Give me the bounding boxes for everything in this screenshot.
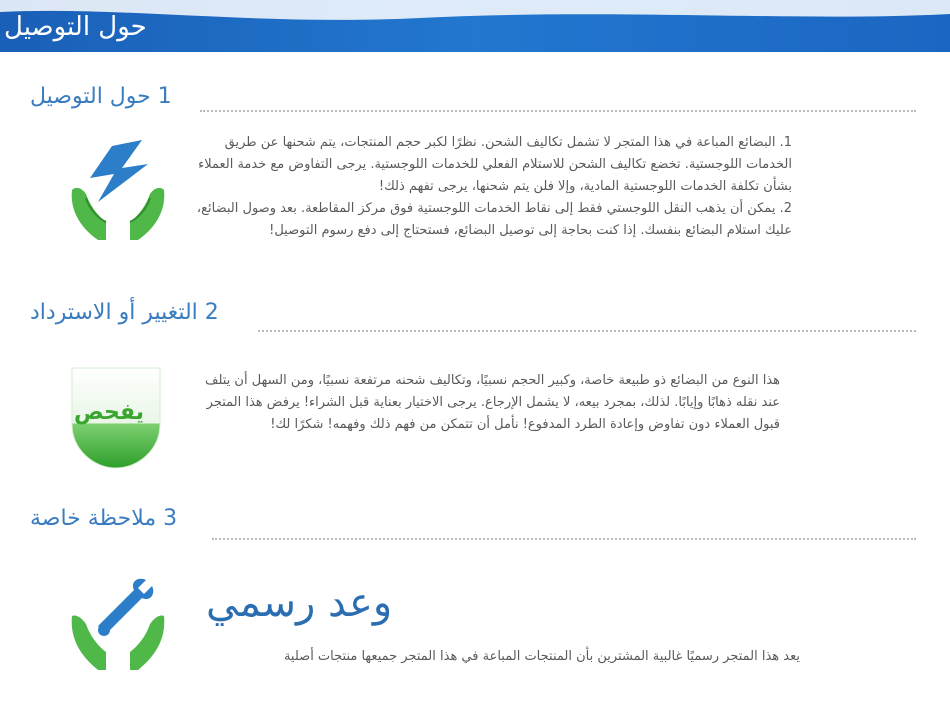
section-heading-exchange: 2 التغيير أو الاسترداد (30, 300, 219, 325)
section-divider (258, 330, 916, 332)
section-divider (212, 538, 916, 540)
shipping-hands-icon (68, 138, 168, 252)
exchange-text (186, 370, 780, 436)
inspect-icon-label: يفحص (74, 400, 144, 425)
section-heading-note: 3 ملاحظة خاصة (30, 506, 178, 531)
inspect-badge-icon (68, 364, 168, 476)
section-divider (200, 110, 916, 112)
header-banner (0, 0, 950, 60)
exchange-paragraph: هذا النوع من البضائع ذو طبيعة خاصة، وكبير الحجم نسبيًا، وتكاليف شحنه مرتفعة نسبيًا، ومن السهل أن يتلف عند نقله ذهابًا وإيابًا. لذلك، بمجرد بيعه، لا يشمل الإرجاع. يرجى الاختيار بعناية قبل الشراء! يرفض هذا المتجر قبول العملاء دون تفاوض وإعادة الطرد المدفوع! نأمل أن تتمكن من فهم ذلك وفهمه! شكرًا لك! (205, 373, 780, 432)
delivery-text (186, 132, 792, 242)
banner-title: حول التوصيل (4, 12, 147, 42)
delivery-paragraph-2: 2. يمكن أن يذهب النقل اللوجستي فقط إلى نقاط الخدمات اللوجستية فوق مركز المقاطعة. بعد وصول البضائع، عليك استلام البضائع بنفسك. إذا كنت بحاجة إلى توصيل البضائع، فستحتاج إلى دفع رسوم التوصيل! (196, 201, 792, 238)
note-text (186, 646, 800, 668)
delivery-paragraph-1: 1. البضائع المباعة في هذا المتجر لا تشمل تكاليف الشحن. نظرًا لكبر حجم المنتجات، يتم شحنها عن طريق الخدمات اللوجستية. تخضع تكاليف الشحن للاستلام الفعلي للخدمات اللوجستية. يرجى التفاوض مع خدمة العملاء بشأن تكلفة الخدمات اللوجستية المادية، وإلا فلن يتم شحنها، يرجى تفهم ذلك! (198, 135, 792, 194)
section-heading-delivery: 1 حول التوصيل (30, 84, 172, 109)
wrench-hands-icon (68, 576, 168, 680)
official-promise-title: وعد رسمي (206, 580, 393, 626)
note-paragraph: يعد هذا المتجر رسميًا غالبية المشترين بأن المنتجات المباعة في هذا المتجر جميعها منتجات أصلية (283, 649, 800, 664)
